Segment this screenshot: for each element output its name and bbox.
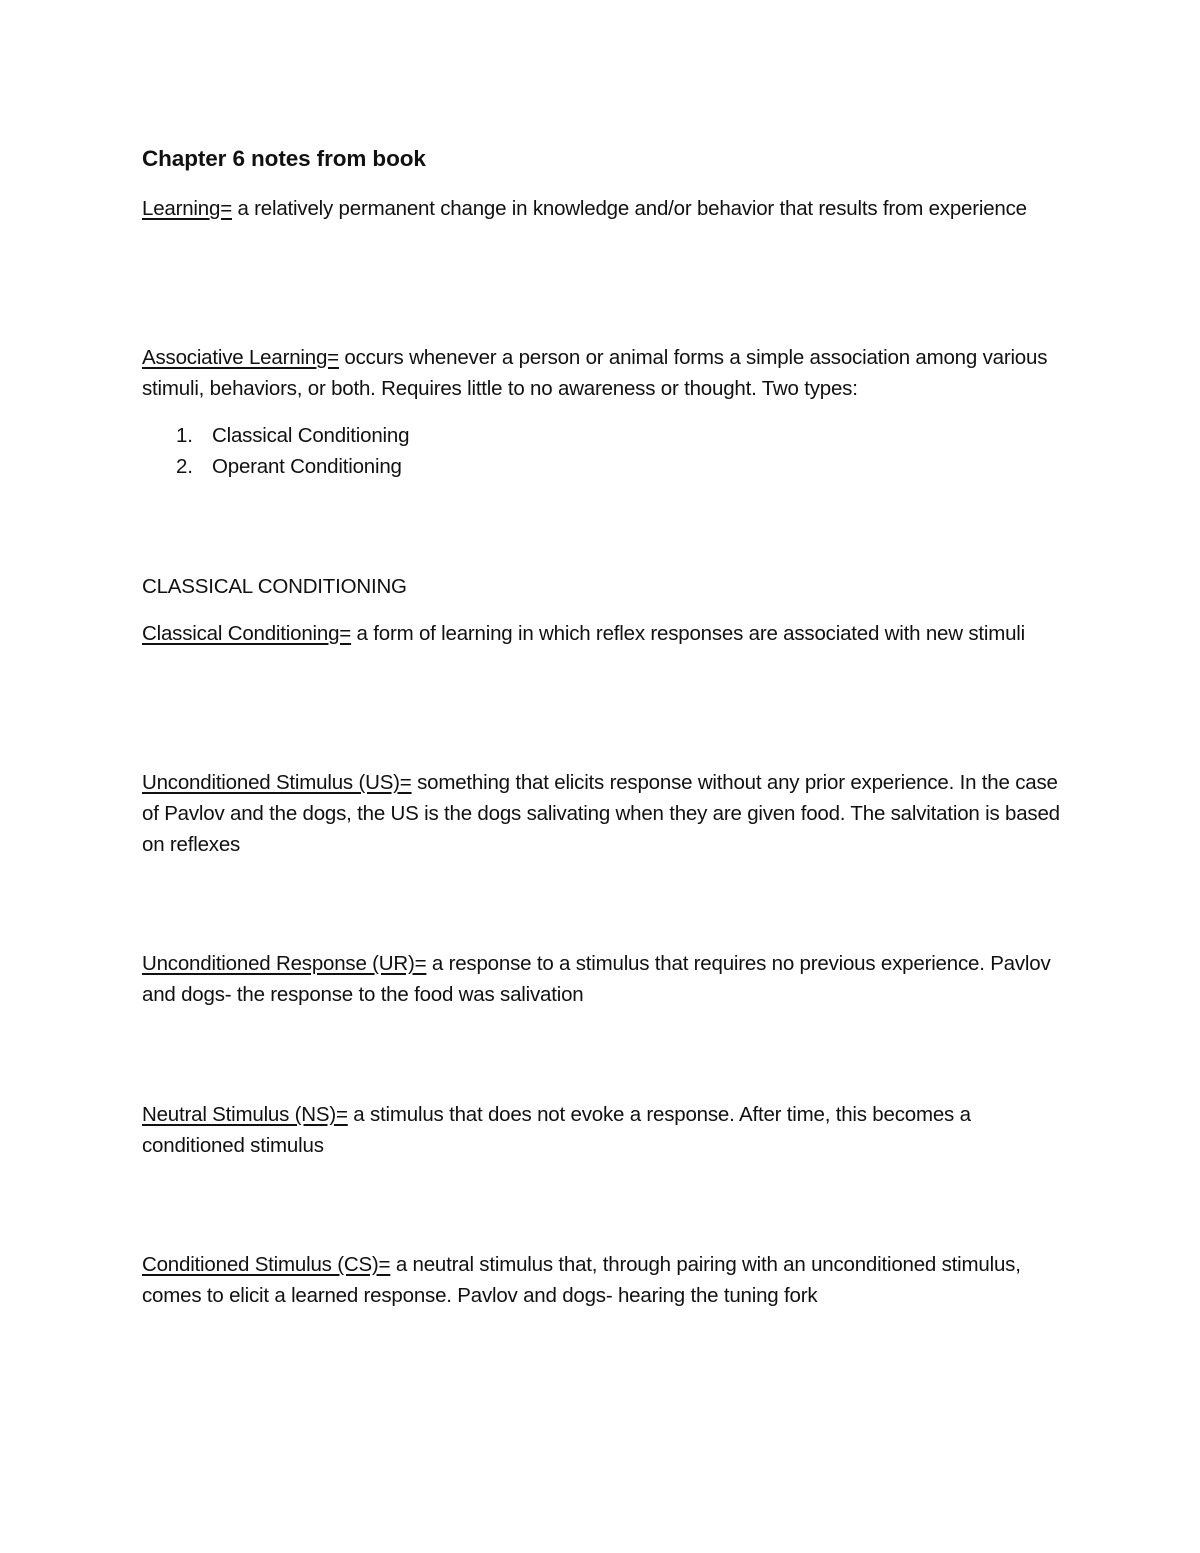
learning-term: Learning= [142, 197, 232, 220]
page-title: Chapter 6 notes from book [142, 146, 426, 171]
list-item-number: 1. [176, 424, 193, 447]
list-item-label: Operant Conditioning [212, 455, 402, 478]
unconditioned-response-term: Unconditioned Response (UR)= [142, 952, 427, 975]
conditioned-stimulus-term: Conditioned Stimulus (CS)= [142, 1253, 391, 1276]
classical-conditioning-term: Classical Conditioning= [142, 622, 352, 645]
list-item-number: 2. [176, 455, 193, 478]
unconditioned-stimulus-definition: something that elicits response without any prior experience. In the case of Pavlov and the dogs, the US is the dogs salivating when they are given food. The salvitation is based on reflexes [142, 771, 1060, 856]
unconditioned-response-definition: a response to a stimulus that requires no previous experience. Pavlov and dogs- the response to the food was salivation [142, 952, 1051, 1006]
list-item [142, 451, 409, 482]
list-item-label: Classical Conditioning [212, 424, 410, 447]
associative-learning-paragraph [142, 342, 1062, 404]
learning-types-list [142, 420, 409, 482]
conditioned-stimulus-paragraph [142, 1249, 1062, 1311]
section-heading: CLASSICAL CONDITIONING [142, 575, 407, 598]
neutral-stimulus-term: Neutral Stimulus (NS)= [142, 1103, 348, 1126]
neutral-stimulus-paragraph [142, 1099, 1062, 1161]
conditioned-stimulus-definition: a neutral stimulus that, through pairing with an unconditioned stimulus, comes to elicit a learned response. Pavlov and dogs- hearing the tuning fork [142, 1253, 1021, 1307]
unconditioned-stimulus-term: Unconditioned Stimulus (US)= [142, 771, 412, 794]
learning-definition: a relatively permanent change in knowledge and/or behavior that results from experience [231, 197, 1027, 220]
associative-learning-term: Associative Learning= [142, 346, 339, 369]
list-item [142, 420, 409, 451]
classical-conditioning-paragraph [142, 618, 1062, 649]
unconditioned-stimulus-paragraph [142, 767, 1062, 860]
classical-conditioning-definition: a form of learning in which reflex responses are associated with new stimuli [351, 622, 1026, 645]
unconditioned-response-paragraph [142, 948, 1062, 1010]
associative-learning-definition: occurs whenever a person or animal forms a simple association among various stimuli, behaviors, or both. Requires little to no awareness or thought. Two types: [142, 346, 1048, 400]
learning-paragraph [142, 193, 1062, 224]
neutral-stimulus-definition: a stimulus that does not evoke a response. After time, this becomes a conditioned stimulus [142, 1103, 971, 1157]
